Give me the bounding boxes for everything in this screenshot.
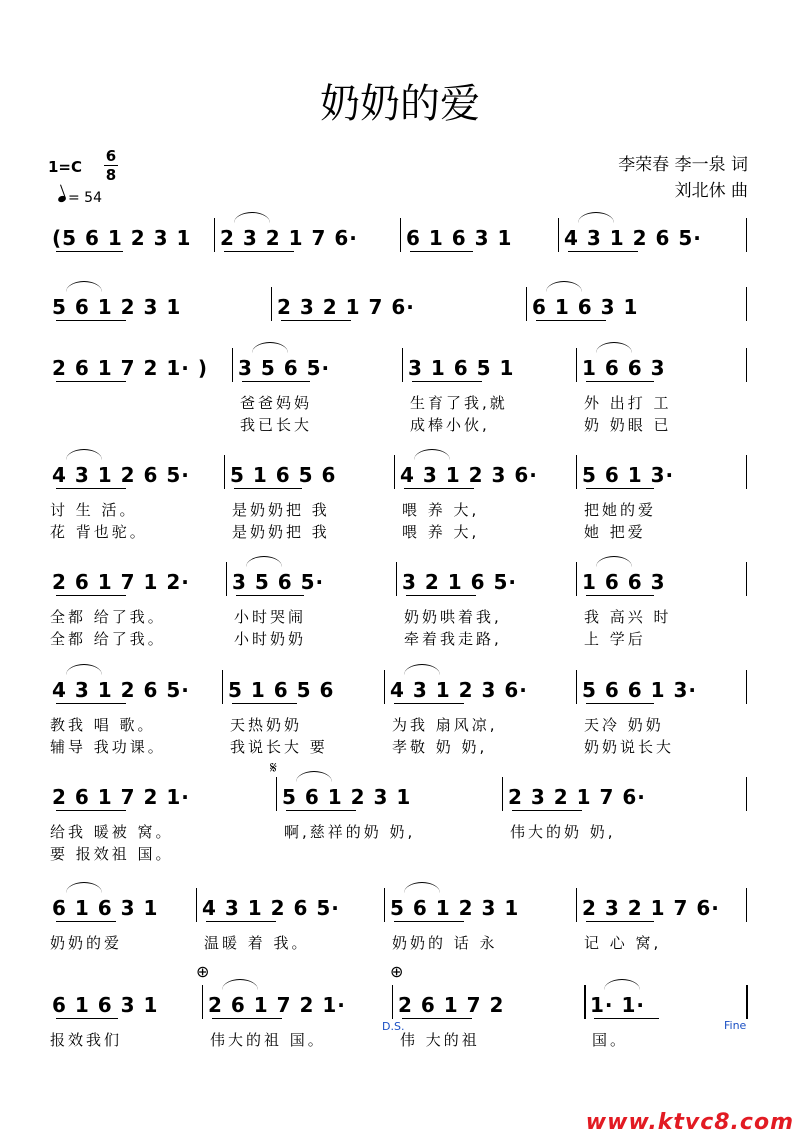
watermark: www.ktvc8.com (585, 1110, 794, 1135)
ds-mark: D.S. (382, 1020, 405, 1033)
measure-notes: 4 3 1 2 6 5· (52, 678, 190, 702)
barline (558, 218, 559, 252)
staff-row (46, 670, 754, 756)
barline (384, 888, 385, 922)
lyric-text: 给我 暖被 窝。 (50, 823, 174, 841)
time-top: 6 (105, 147, 117, 165)
measure-notes: 3 1 6 5 1 (408, 356, 515, 380)
barline (746, 455, 747, 489)
barline (392, 985, 393, 1019)
lyric-text: 伟大的奶 奶, (510, 823, 616, 841)
staff-row (46, 777, 754, 863)
barline (276, 777, 277, 811)
measure-notes: 2 3 2 1 7 6· (220, 226, 358, 250)
lyric-text: 是奶奶把 我 (232, 523, 330, 541)
lyric-text: 天热奶奶 (230, 716, 303, 734)
barline (576, 670, 577, 704)
barline (746, 562, 747, 596)
measure-notes: 6 1 6 3 1 (532, 295, 639, 319)
lyric-text: 喂 养 大, (402, 501, 480, 519)
barline (396, 562, 397, 596)
barline (746, 888, 747, 922)
lyric-text: 奶奶哄着我, (404, 608, 502, 626)
measure-notes: 1 6 6 3 (582, 570, 666, 594)
measure-notes: 5 6 1 2 3 1 (52, 295, 182, 319)
lyricist: 李荣春 李一泉 词 (618, 155, 748, 175)
measure-notes: 4 3 1 2 3 6· (400, 463, 538, 487)
barline (746, 777, 747, 811)
barline (226, 562, 227, 596)
lyric-text: 生育了我,就 (410, 394, 508, 412)
lyric-text: 报效我们 (50, 1031, 123, 1049)
barline (746, 670, 747, 704)
measure-notes: 2 6 1 7 1 2· (52, 570, 190, 594)
key-signature: 1=C (48, 158, 83, 176)
page-title: 奶奶的爱 (320, 81, 480, 127)
measure-notes: 2 6 1 7 2 1· ) (52, 356, 209, 380)
barline (576, 888, 577, 922)
lyric-text: 教我 唱 歌。 (50, 716, 156, 734)
measure-notes: 2 3 2 1 7 6· (277, 295, 415, 319)
staff-row (46, 218, 754, 258)
measure-notes: 4 3 1 2 6 5· (52, 463, 190, 487)
measure-notes: 5 6 1 3· (582, 463, 675, 487)
lyric-text: 她 把爱 (584, 523, 646, 541)
barline (746, 287, 747, 321)
lyric-text: 爸爸妈妈 (240, 394, 313, 412)
lyric-text: 奶奶的 话 永 (392, 934, 498, 952)
barline (746, 218, 747, 252)
lyric-text: 我说长大 要 (230, 738, 328, 756)
measure-notes: 2 3 2 1 7 6· (508, 785, 646, 809)
staff-row (46, 455, 754, 541)
barline (222, 670, 223, 704)
lyric-text: 小时哭闹 (234, 608, 307, 626)
lyric-text: 孝敬 奶 奶, (392, 738, 488, 756)
barline (576, 348, 577, 382)
measure-notes: 5 1 6 5 6 (228, 678, 335, 702)
barline (214, 218, 215, 252)
measure-notes: 3 2 1 6 5· (402, 570, 518, 594)
lyric-text: 花 背也驼。 (50, 523, 148, 541)
barline (224, 455, 225, 489)
measure-notes: 6 1 6 3 1 (52, 896, 159, 920)
lyric-text: 喂 养 大, (402, 523, 480, 541)
staff-row (46, 348, 754, 434)
tempo-mark: = 54 (58, 190, 102, 206)
lyric-text: 是奶奶把 我 (232, 501, 330, 519)
barline (394, 455, 395, 489)
measure-notes: 3 5 6 5· (238, 356, 331, 380)
lyric-text: 全都 给了我。 (50, 608, 166, 626)
lyric-text: 把她的爱 (584, 501, 657, 519)
lyric-text: 要 报效祖 国。 (50, 845, 174, 863)
barline (502, 777, 503, 811)
lyric-text: 啊,慈祥的奶 奶, (284, 823, 416, 841)
lyric-text: 上 学后 (584, 630, 646, 648)
measure-notes: 1· 1· (590, 993, 645, 1017)
lyric-text: 成棒小伙, (410, 416, 490, 434)
measure-notes: 4 3 1 2 3 6· (390, 678, 528, 702)
measure-notes: 5 6 6 1 3· (582, 678, 698, 702)
lyric-text: 奶奶说长大 (584, 738, 675, 756)
barline (400, 218, 401, 252)
fine-mark: Fine (724, 1019, 747, 1032)
barline (232, 348, 233, 382)
coda-icon: ⊕ (390, 962, 404, 981)
measure-notes: 6 1 6 3 1 (406, 226, 513, 250)
measure-notes: 2 6 1 7 2 (398, 993, 505, 1017)
lyric-text: 天冷 奶奶 (584, 716, 664, 734)
measure-notes: 5 1 6 5 6 (230, 463, 337, 487)
lyric-text: 为我 扇风凉, (392, 716, 498, 734)
measure-notes: 1 6 6 3 (582, 356, 666, 380)
lyric-text: 我已长大 (240, 416, 313, 434)
segno-icon: 𝄋 (270, 758, 277, 777)
time-bottom: 8 (105, 166, 117, 184)
barline (202, 985, 203, 1019)
barline (526, 287, 527, 321)
measure-notes: 4 3 1 2 6 5· (564, 226, 702, 250)
measure-notes: 5 6 1 2 3 1 (282, 785, 412, 809)
lyric-text: 记 心 窝, (584, 934, 662, 952)
measure-notes: 2 3 2 1 7 6· (582, 896, 720, 920)
barline (576, 562, 577, 596)
barline (402, 348, 403, 382)
measure-notes: 6 1 6 3 1 (52, 993, 159, 1017)
measure-notes: 4 3 1 2 6 5· (202, 896, 340, 920)
lyric-text: 温暖 着 我。 (204, 934, 310, 952)
staff-row (46, 888, 754, 952)
barline (584, 985, 586, 1019)
coda-icon: ⊕ (196, 962, 210, 981)
composer: 刘北休 曲 (674, 181, 748, 201)
lyric-text: 讨 生 活。 (50, 501, 138, 519)
lyric-text: 伟 大的祖 (400, 1031, 480, 1049)
barline (576, 455, 577, 489)
barline (196, 888, 197, 922)
lyric-text: 国。 (592, 1031, 629, 1049)
time-signature (104, 148, 118, 183)
barline (384, 670, 385, 704)
barline (746, 985, 748, 1019)
quarter-note-icon (57, 195, 67, 203)
measure-notes: 2 6 1 7 2 1· (208, 993, 346, 1017)
lyric-text: 我 高兴 时 (584, 608, 672, 626)
measure-notes: 3 5 6 5· (232, 570, 325, 594)
measure-notes: (5 6 1 2 3 1 (52, 226, 192, 250)
barline (746, 348, 747, 382)
lyric-text: 牵着我走路, (404, 630, 502, 648)
staff-row (46, 287, 754, 327)
lyric-text: 小时奶奶 (234, 630, 307, 648)
lyric-text: 全都 给了我。 (50, 630, 166, 648)
lyric-text: 辅导 我功课。 (50, 738, 166, 756)
measure-notes: 2 6 1 7 2 1· (52, 785, 190, 809)
lyric-text: 奶奶的爱 (50, 934, 123, 952)
barline (271, 287, 272, 321)
lyric-text: 伟大的祖 国。 (210, 1031, 326, 1049)
measure-notes: 5 6 1 2 3 1 (390, 896, 520, 920)
lyric-text: 外 出打 工 (584, 394, 672, 412)
lyric-text: 奶 奶眼 已 (584, 416, 672, 434)
staff-row (46, 562, 754, 648)
